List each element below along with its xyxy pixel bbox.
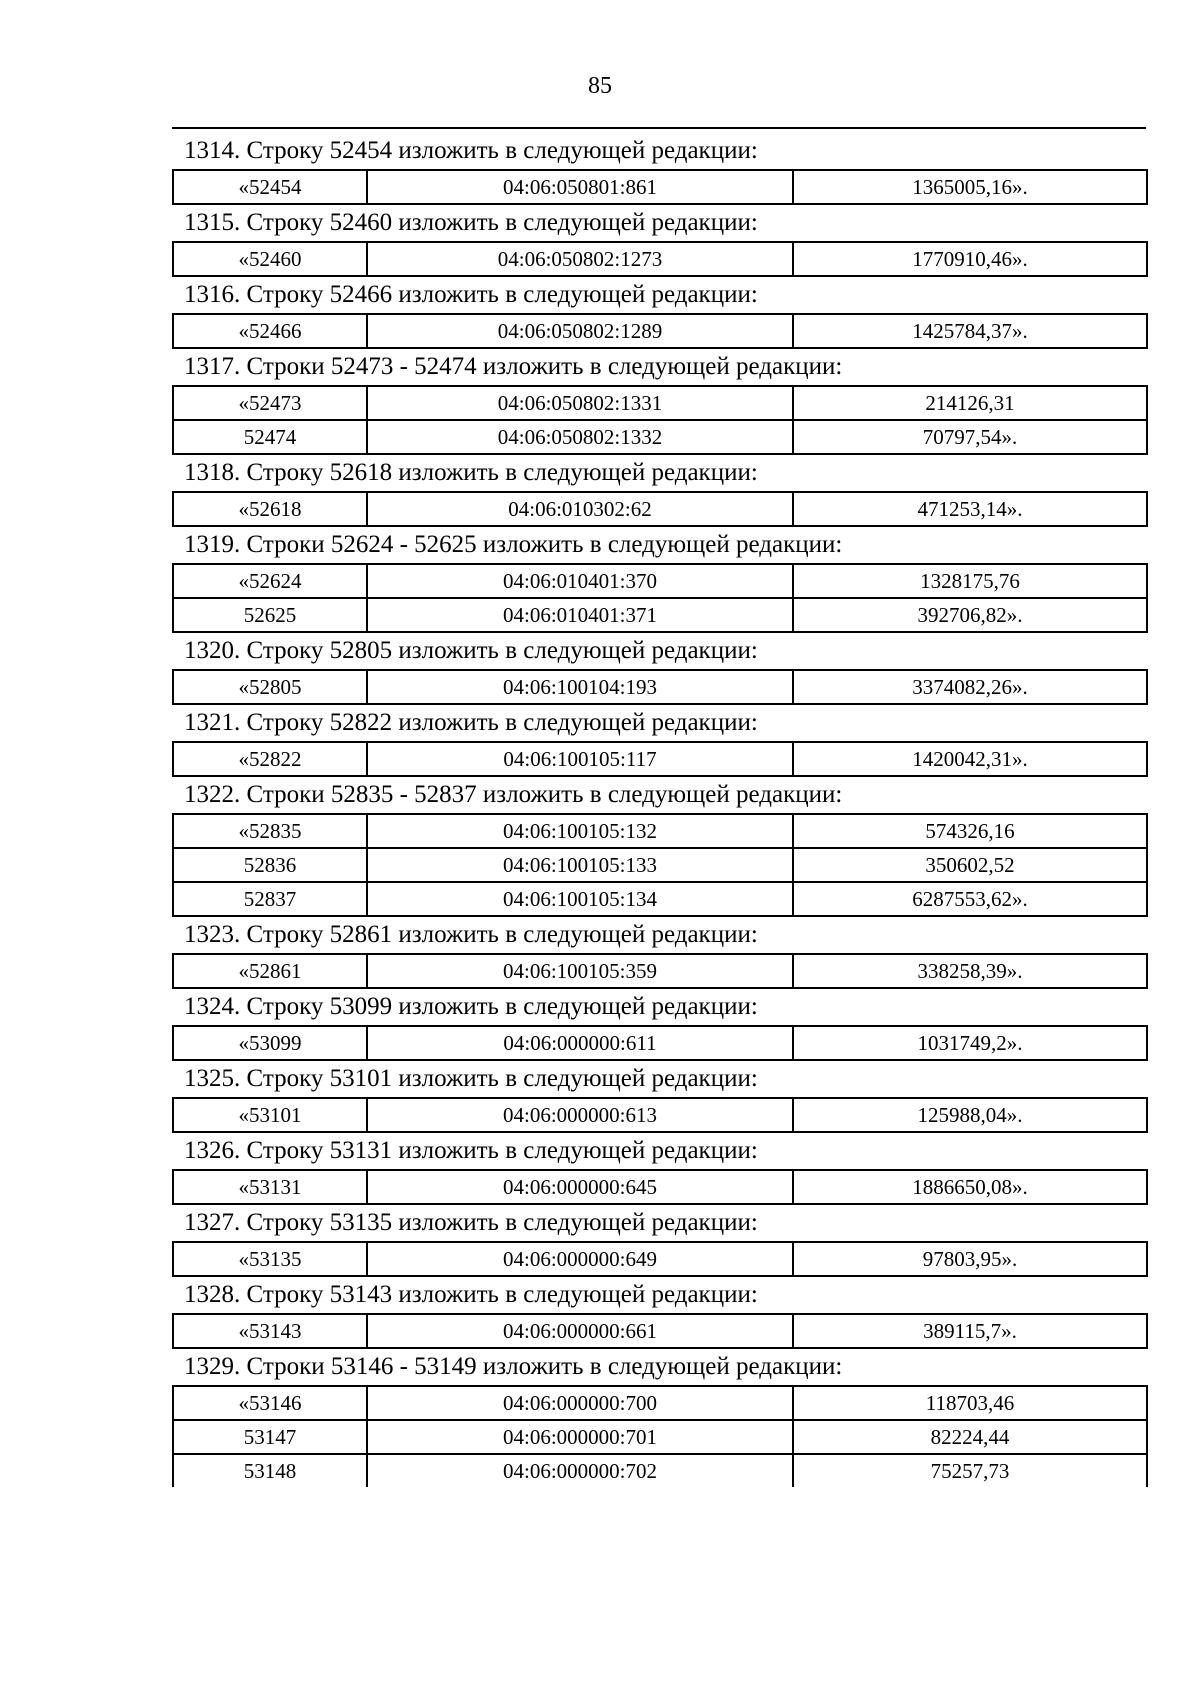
value-cell: 338258,39». — [793, 954, 1147, 988]
row-number-cell: «52835 — [173, 814, 367, 848]
cadastral-number-cell: 04:06:100105:133 — [367, 848, 793, 882]
amendment-heading: 1322. Строки 52835 - 52837 изложить в следующей редакции: — [184, 781, 843, 808]
table-row — [173, 882, 1147, 916]
amendment-block — [172, 1205, 1146, 1277]
table-row — [173, 386, 1147, 420]
table-row — [173, 1098, 1147, 1132]
amendment-table — [172, 1097, 1148, 1133]
amendment-block — [172, 455, 1146, 527]
cadastral-number-cell: 04:06:010401:370 — [367, 564, 793, 598]
cadastral-number-cell: 04:06:000000:645 — [367, 1170, 793, 1204]
amendment-block — [172, 777, 1146, 917]
amendment-block — [172, 527, 1146, 633]
amendment-table — [172, 385, 1148, 455]
cadastral-number-cell: 04:06:000000:649 — [367, 1242, 793, 1276]
amendment-table — [172, 563, 1148, 633]
amendment-heading: 1321. Строку 52822 изложить в следующей редакции: — [184, 709, 758, 736]
value-cell: 1886650,08». — [793, 1170, 1147, 1204]
value-cell: 82224,44 — [793, 1420, 1147, 1454]
value-cell: 471253,14». — [793, 492, 1147, 526]
table-row — [173, 1454, 1147, 1487]
amendment-table — [172, 313, 1148, 349]
value-cell: 70797,54». — [793, 420, 1147, 454]
value-cell: 1365005,16». — [793, 170, 1147, 204]
amendment-heading: 1325. Строку 53101 изложить в следующей редакции: — [184, 1065, 758, 1092]
cadastral-number-cell: 04:06:100105:117 — [367, 742, 793, 776]
table-row — [173, 814, 1147, 848]
cadastral-number-cell: 04:06:100105:134 — [367, 882, 793, 916]
cadastral-number-cell: 04:06:000000:702 — [367, 1454, 793, 1487]
amendment-heading: 1329. Строки 53146 - 53149 изложить в следующей редакции: — [184, 1353, 843, 1380]
amendment-heading: 1316. Строку 52466 изложить в следующей редакции: — [184, 281, 758, 308]
row-number-cell: «53146 — [173, 1386, 367, 1420]
table-row — [173, 848, 1147, 882]
cadastral-number-cell: 04:06:050802:1332 — [367, 420, 793, 454]
value-cell: 1770910,46». — [793, 242, 1147, 276]
table-row — [173, 742, 1147, 776]
amendment-table — [172, 1313, 1148, 1349]
amendment-table — [172, 953, 1148, 989]
value-cell: 125988,04». — [793, 1098, 1147, 1132]
cadastral-number-cell: 04:06:050802:1273 — [367, 242, 793, 276]
amendment-block — [172, 1061, 1146, 1133]
amendment-heading: 1315. Строку 52460 изложить в следующей редакции: — [184, 209, 758, 236]
amendment-table — [172, 813, 1148, 917]
value-cell: 6287553,62». — [793, 882, 1147, 916]
amendment-heading: 1317. Строки 52473 - 52474 изложить в следующей редакции: — [184, 353, 843, 380]
cadastral-number-cell: 04:06:000000:661 — [367, 1314, 793, 1348]
cadastral-number-cell: 04:06:050801:861 — [367, 170, 793, 204]
row-number-cell: «52473 — [173, 386, 367, 420]
amendment-block — [172, 205, 1146, 277]
amendment-heading: 1326. Строку 53131 изложить в следующей редакции: — [184, 1137, 758, 1164]
amendment-block — [172, 989, 1146, 1061]
cadastral-number-cell: 04:06:010401:371 — [367, 598, 793, 632]
amendment-block — [172, 917, 1146, 989]
amendment-table — [172, 1025, 1148, 1061]
row-number-cell: «53135 — [173, 1242, 367, 1276]
value-cell: 97803,95». — [793, 1242, 1147, 1276]
amendment-heading: 1320. Строку 52805 изложить в следующей редакции: — [184, 637, 758, 664]
header-rule — [172, 127, 1146, 129]
row-number-cell: «53101 — [173, 1098, 367, 1132]
cadastral-number-cell: 04:06:100104:193 — [367, 670, 793, 704]
row-number-cell: «52460 — [173, 242, 367, 276]
row-number-cell: «52861 — [173, 954, 367, 988]
table-row — [173, 314, 1147, 348]
amendment-block — [172, 1349, 1146, 1487]
row-number-cell: 52474 — [173, 420, 367, 454]
amendment-heading: 1328. Строку 53143 изложить в следующей редакции: — [184, 1281, 758, 1308]
value-cell: 1328175,76 — [793, 564, 1147, 598]
row-number-cell: «53143 — [173, 1314, 367, 1348]
row-number-cell: «53099 — [173, 1026, 367, 1060]
amendment-block — [172, 1277, 1146, 1349]
page-number: 85 — [588, 73, 612, 99]
amendment-block — [172, 133, 1146, 205]
amendment-heading: 1319. Строки 52624 - 52625 изложить в следующей редакции: — [184, 531, 843, 558]
value-cell: 389115,7». — [793, 1314, 1147, 1348]
cadastral-number-cell: 04:06:000000:611 — [367, 1026, 793, 1060]
value-cell: 392706,82». — [793, 598, 1147, 632]
row-number-cell: 52836 — [173, 848, 367, 882]
table-row — [173, 1242, 1147, 1276]
row-number-cell: «52624 — [173, 564, 367, 598]
value-cell: 350602,52 — [793, 848, 1147, 882]
amendment-table — [172, 241, 1148, 277]
row-number-cell: «52454 — [173, 170, 367, 204]
cadastral-number-cell: 04:06:050802:1289 — [367, 314, 793, 348]
amendment-table — [172, 1385, 1148, 1487]
amendment-table — [172, 669, 1148, 705]
value-cell: 75257,73 — [793, 1454, 1147, 1487]
table-row — [173, 1314, 1147, 1348]
table-row — [173, 242, 1147, 276]
amendments-list — [172, 133, 1146, 1487]
table-row — [173, 954, 1147, 988]
row-number-cell: «52805 — [173, 670, 367, 704]
amendment-heading: 1327. Строку 53135 изложить в следующей редакции: — [184, 1209, 758, 1236]
row-number-cell: «52618 — [173, 492, 367, 526]
row-number-cell: 52837 — [173, 882, 367, 916]
amendment-block — [172, 277, 1146, 349]
value-cell: 1031749,2». — [793, 1026, 1147, 1060]
amendment-block — [172, 349, 1146, 455]
table-row — [173, 1026, 1147, 1060]
value-cell: 118703,46 — [793, 1386, 1147, 1420]
table-row — [173, 670, 1147, 704]
amendment-table — [172, 169, 1148, 205]
cadastral-number-cell: 04:06:010302:62 — [367, 492, 793, 526]
value-cell: 3374082,26». — [793, 670, 1147, 704]
amendment-block — [172, 705, 1146, 777]
amendment-table — [172, 741, 1148, 777]
table-row — [173, 564, 1147, 598]
amendment-block — [172, 1133, 1146, 1205]
table-row — [173, 1420, 1147, 1454]
value-cell: 1420042,31». — [793, 742, 1147, 776]
table-row — [173, 598, 1147, 632]
amendment-heading: 1318. Строку 52618 изложить в следующей редакции: — [184, 459, 758, 486]
amendment-table — [172, 491, 1148, 527]
cadastral-number-cell: 04:06:100105:132 — [367, 814, 793, 848]
row-number-cell: 53147 — [173, 1420, 367, 1454]
value-cell: 214126,31 — [793, 386, 1147, 420]
amendment-table — [172, 1169, 1148, 1205]
table-row — [173, 170, 1147, 204]
row-number-cell: 52625 — [173, 598, 367, 632]
value-cell: 1425784,37». — [793, 314, 1147, 348]
row-number-cell: 53148 — [173, 1454, 367, 1487]
amendment-heading: 1314. Строку 52454 изложить в следующей редакции: — [184, 137, 758, 164]
amendment-heading: 1324. Строку 53099 изложить в следующей редакции: — [184, 993, 758, 1020]
amendment-block — [172, 633, 1146, 705]
table-row — [173, 492, 1147, 526]
row-number-cell: «52466 — [173, 314, 367, 348]
row-number-cell: «53131 — [173, 1170, 367, 1204]
table-row — [173, 1170, 1147, 1204]
cadastral-number-cell: 04:06:050802:1331 — [367, 386, 793, 420]
cadastral-number-cell: 04:06:000000:700 — [367, 1386, 793, 1420]
value-cell: 574326,16 — [793, 814, 1147, 848]
table-row — [173, 420, 1147, 454]
cadastral-number-cell: 04:06:000000:613 — [367, 1098, 793, 1132]
amendment-table — [172, 1241, 1148, 1277]
row-number-cell: «52822 — [173, 742, 367, 776]
cadastral-number-cell: 04:06:000000:701 — [367, 1420, 793, 1454]
amendment-heading: 1323. Строку 52861 изложить в следующей редакции: — [184, 921, 758, 948]
table-row — [173, 1386, 1147, 1420]
cadastral-number-cell: 04:06:100105:359 — [367, 954, 793, 988]
